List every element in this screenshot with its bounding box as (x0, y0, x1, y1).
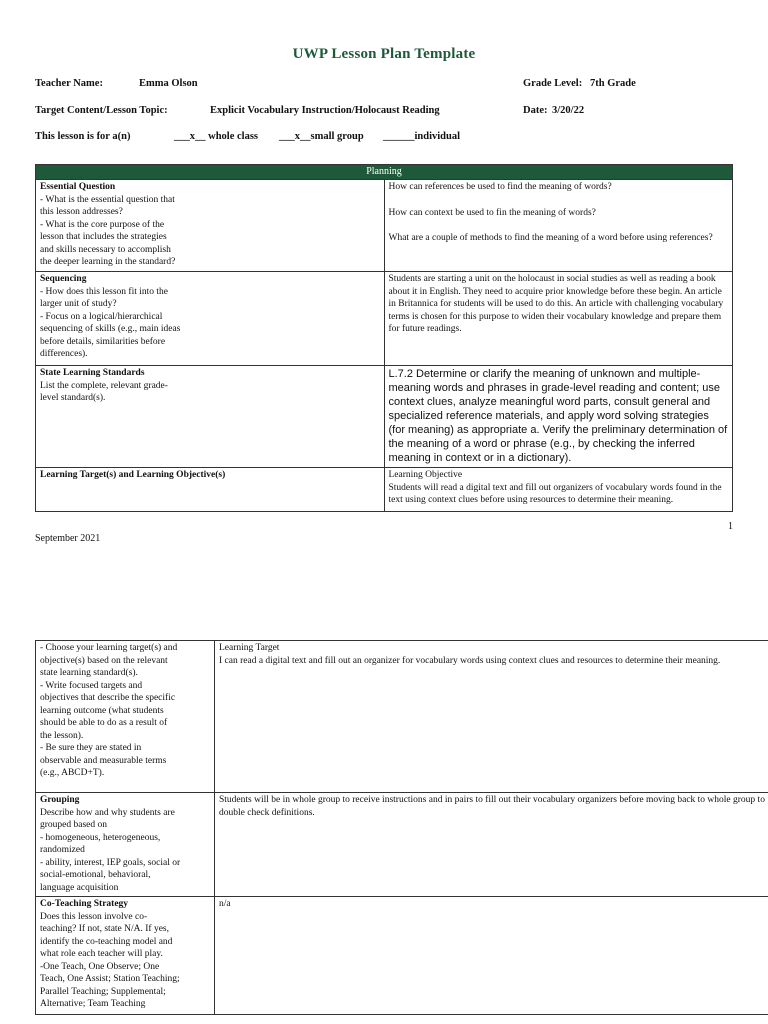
planning-header: Planning (36, 165, 733, 180)
standards-label: State Learning Standards (40, 368, 145, 378)
prompt-line: - What is the core purpose of the (40, 219, 165, 230)
prompt-line: - homogeneous, heterogeneous, (40, 832, 161, 843)
table-row (36, 468, 733, 512)
prompt-line: objectives that describe the specific (40, 693, 176, 703)
prompt-line: - Focus on a logical/hierarchical (40, 311, 163, 322)
table-row (36, 180, 733, 272)
sequencing-cell (36, 272, 385, 366)
planning-table (35, 164, 733, 512)
targets-cell (36, 468, 385, 512)
teacher-name-label: Teacher Name: (35, 78, 103, 89)
response-text: How can context be used to fin the meaning of words? (388, 207, 596, 218)
targets-continued-cell (36, 641, 215, 793)
page-number: 1 (728, 521, 733, 532)
learning-target-response (215, 641, 768, 793)
prompt-line: learning outcome (what students (40, 705, 164, 716)
targets-label: Learning Target(s) and Learning Objective(s) (40, 470, 226, 480)
prompt-line: - ability, interest, IEP goals, social or (40, 857, 181, 868)
coteaching-label: Co-Teaching Strategy (40, 899, 129, 909)
prompt-line: - How does this lesson fit into the (40, 286, 168, 297)
prompt-line: should be able to do as a result of (40, 718, 168, 728)
table-row (36, 793, 768, 897)
grouping-cell (36, 793, 215, 897)
prompt-line: - Be sure they are stated in (40, 743, 142, 753)
standards-response (384, 366, 733, 468)
prompt-line: - Write focused targets and (40, 680, 143, 691)
date-value: 3/20/22 (552, 105, 585, 116)
prompt-line: identify the co-teaching model and (40, 936, 173, 947)
prompt-line: grouped based on (40, 820, 108, 830)
grouping-response (215, 793, 768, 897)
response-text: Students will be in whole group to receive instructions and in pairs to fill out their vocabulary organizers before moving back to whole group to double check definitions. (219, 795, 765, 818)
prompt-line: randomized (40, 845, 85, 855)
response-text: How can references be used to find the meaning of words? (388, 182, 612, 192)
prompt-line: - Choose your learning target(s) and (40, 643, 178, 653)
response-text: Students are starting a unit on the holocaust in social studies as well as reading a book about it in English. They need to acquire prior knowledge before these begin. An article in Britannica for students will be used to do this. An article with challenging vocabulary terms is chosen for this purpose to widen their vocabulary knowledge and prepare them for future readings. (388, 274, 724, 334)
prompt-line: teaching? If not, state N/A. If yes, (40, 924, 169, 934)
essential-question-response (384, 180, 733, 272)
prompt-line: sequencing of skills (e.g., main ideas (40, 324, 181, 334)
prompt-line: (e.g., ABCD+T). (40, 768, 105, 778)
essential-question-label: Essential Question (40, 182, 116, 192)
prompt-line: objective(s) based on the relevant (40, 655, 168, 666)
prompt-line: -One Teach, One Observe; One (40, 961, 160, 972)
sequencing-label: Sequencing (40, 274, 87, 284)
table-row (36, 897, 768, 1015)
response-text: L.7.2 Determine or clarify the meaning of unknown and multiple-meaning words and phrases in grade-level reading and content; use context clues, analyze meaningful word parts, consult general and specialized reference materials, and apply word solving strategies (for meaning) as appropriate a. Verify the preliminary determination of the meaning of a word or phrase (e.g., by checking the inferred meaning in context or in a dictionary). (388, 368, 728, 464)
objective-heading: Learning Objective (388, 470, 463, 480)
prompt-line: the lesson). (40, 730, 84, 741)
prompt-line: Teach, One Assist; Station Teaching; (40, 974, 180, 984)
prompt-line: observable and measurable terms (40, 755, 167, 766)
prompt-line: language acquisition (40, 882, 119, 893)
prompt-line: state learning standard(s). (40, 668, 138, 678)
prompt-line: what role each teacher will play. (40, 949, 163, 959)
sequencing-response (384, 272, 733, 366)
prompt-line: differences). (40, 349, 88, 359)
planning-table-continued (35, 640, 768, 1015)
prompt-line: Alternative; Team Teaching (40, 999, 146, 1009)
prompt-line: before details, similarities before (40, 336, 166, 347)
individual-option: ______individual (383, 131, 461, 142)
prompt-line: Describe how and why students are (40, 807, 175, 818)
prompt-line: social-emotional, behavioral, (40, 870, 151, 880)
response-text: I can read a digital text and fill out an organizer for vocabulary words using context clues and resources to determine their meaning. (219, 655, 721, 666)
grade-level-label: Grade Level: (523, 78, 583, 89)
lesson-for-label: This lesson is for a(n) (35, 131, 131, 142)
prompt-line: the deeper learning in the standard? (40, 257, 176, 267)
prompt-line: Does this lesson involve co- (40, 911, 148, 922)
prompt-line: larger unit of study? (40, 299, 117, 309)
lesson-topic-label: Target Content/Lesson Topic: (35, 105, 168, 116)
prompt-line: - What is the essential question that (40, 194, 175, 205)
target-heading: Learning Target (219, 643, 280, 653)
grouping-label: Grouping (40, 795, 80, 805)
small-group-option: ___x__small group (279, 131, 364, 142)
response-text: n/a (219, 899, 231, 909)
coteaching-cell (36, 897, 215, 1015)
essential-question-cell (36, 180, 385, 272)
response-text: What are a couple of methods to find the meaning of a word before using references? (388, 233, 713, 243)
lesson-topic-value: Explicit Vocabulary Instruction/Holocaust Reading (210, 105, 440, 116)
standards-cell (36, 366, 385, 468)
document-title: UWP Lesson Plan Template (292, 46, 476, 62)
table-row (36, 366, 733, 468)
date-label: Date: (523, 105, 548, 116)
prompt-line: List the complete, relevant grade- (40, 380, 168, 391)
prompt-line: level standard(s). (40, 393, 106, 403)
grade-level-value: 7th Grade (590, 78, 636, 89)
prompt-line: and skills necessary to accomplish (40, 244, 171, 255)
prompt-line: lesson that includes the strategies (40, 232, 167, 242)
teacher-name-value: Emma Olson (139, 78, 198, 89)
prompt-line: Parallel Teaching; Supplemental; (40, 986, 166, 997)
targets-response (384, 468, 733, 512)
prompt-line: this lesson addresses? (40, 207, 123, 217)
whole-class-option: ___x__ whole class (174, 131, 258, 142)
footer-date: September 2021 (35, 533, 101, 544)
table-row (36, 641, 768, 793)
response-text: Students will read a digital text and fill out organizers of vocabulary words found in the text using context clues before using resources to determine their meaning. (388, 482, 722, 505)
coteaching-response (215, 897, 768, 1015)
table-row (36, 272, 733, 366)
